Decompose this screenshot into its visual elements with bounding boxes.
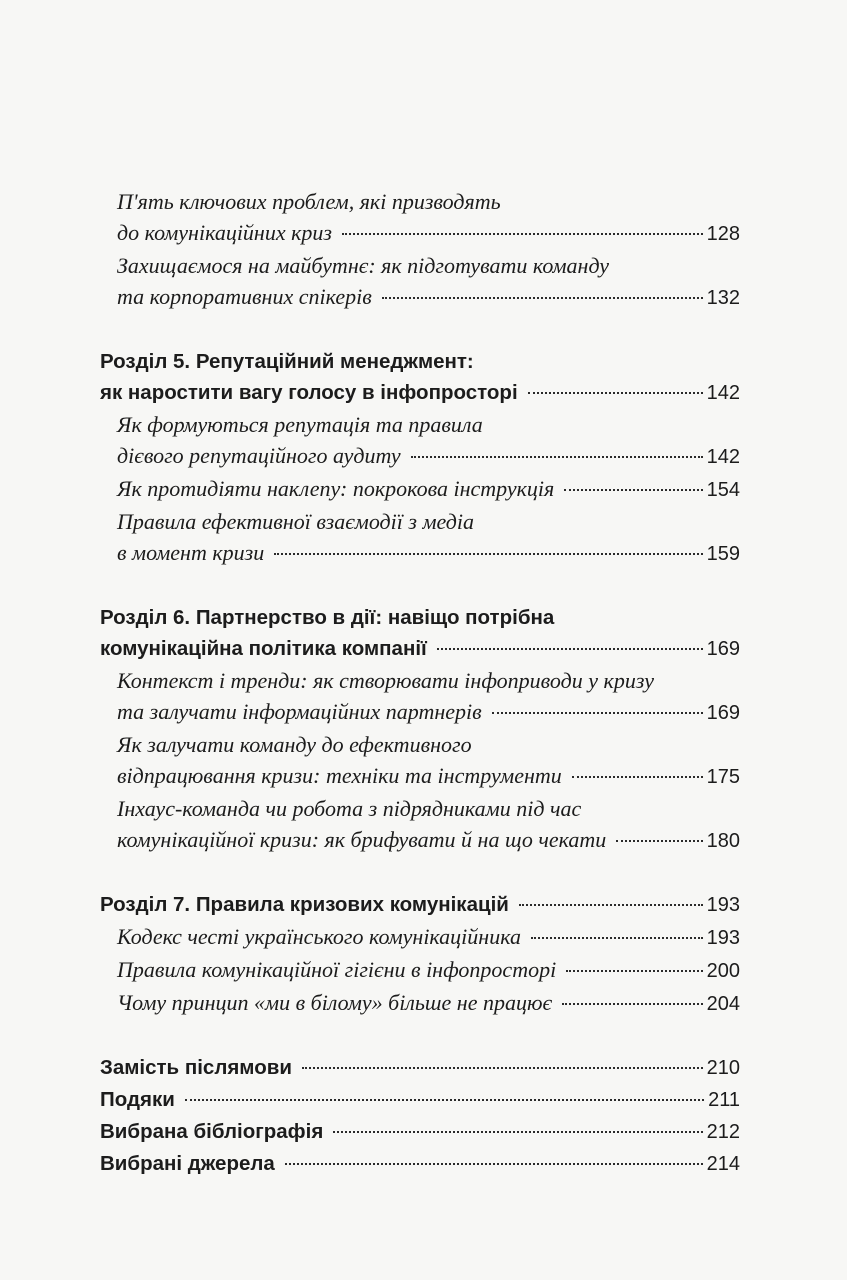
page-number: 210 xyxy=(706,1057,740,1079)
dot-leader xyxy=(382,297,703,299)
toc-entry-title-cont: комунікаційної кризи: як брифувати й на що чекати xyxy=(117,827,607,852)
toc-entry-title: П'ять ключових проблем, які призводять xyxy=(117,189,501,214)
dot-leader xyxy=(564,489,702,491)
page-number: 200 xyxy=(706,960,740,982)
toc-entry-title: Як залучати команду до ефективного xyxy=(117,732,472,757)
toc-bibliography[interactable] xyxy=(100,1116,740,1148)
dot-leader xyxy=(528,392,703,394)
toc-entry-title: Кодекс честі українського комунікаційника xyxy=(117,924,521,949)
toc-entry-title: Контекст і тренди: як створювати інфоприводи у кризу xyxy=(117,668,655,693)
toc-thanks[interactable] xyxy=(100,1084,740,1116)
dot-leader xyxy=(342,233,703,235)
page-number: 128 xyxy=(706,223,740,245)
toc-entry-title: Інхаус-команда чи робота з підрядниками під час xyxy=(117,796,582,821)
page-number: 142 xyxy=(706,446,740,468)
chapter-title: Подяки xyxy=(100,1088,175,1111)
toc-chapter-6[interactable] xyxy=(100,602,740,665)
page-number: 142 xyxy=(706,382,740,404)
page-number: 159 xyxy=(706,543,740,565)
toc-entry-title-cont: дієвого репутаційного аудиту xyxy=(117,443,401,468)
toc-afterword[interactable] xyxy=(100,1052,740,1084)
page-number: 132 xyxy=(706,287,740,309)
dot-leader xyxy=(531,937,703,939)
toc-entry-white-principle[interactable] xyxy=(100,987,740,1020)
toc-entry-hygiene-rules[interactable] xyxy=(100,954,740,987)
page-number: 193 xyxy=(706,894,740,916)
toc-entry-title-cont: в момент кризи xyxy=(117,540,265,565)
toc-entry-title-cont: відпрацювання кризи: техніки та інструменти xyxy=(117,763,562,788)
chapter-title: Замість післямови xyxy=(100,1056,292,1079)
toc-entry-title: Як протидіяти наклепу: покрокова інструкція xyxy=(117,476,555,501)
page-number: 193 xyxy=(706,927,740,949)
toc-entry-title: Як формуються репутація та правила xyxy=(117,412,483,437)
dot-leader xyxy=(411,456,703,458)
page-number: 211 xyxy=(708,1089,740,1111)
dot-leader xyxy=(274,553,702,555)
dot-leader xyxy=(566,970,702,972)
toc-entry-reputation-audit[interactable] xyxy=(100,409,740,473)
dot-leader xyxy=(302,1067,703,1069)
page-number: 214 xyxy=(706,1153,740,1175)
toc-entry-protect-future[interactable] xyxy=(100,250,740,314)
page-number: 169 xyxy=(706,702,740,724)
dot-leader xyxy=(333,1131,702,1133)
page-number: 175 xyxy=(706,766,740,788)
page-number: 204 xyxy=(706,993,740,1015)
toc-entry-context-trends[interactable] xyxy=(100,665,740,729)
toc-entry-title-cont: до комунікаційних криз xyxy=(117,220,332,245)
toc-entry-title: Захищаємося на майбутнє: як підготувати команду xyxy=(117,253,610,278)
toc-chapter-7[interactable] xyxy=(100,889,740,921)
chapter-title: Вибрана бібліографія xyxy=(100,1120,324,1143)
dot-leader xyxy=(285,1163,703,1165)
toc-entry-media-interaction[interactable] xyxy=(100,506,740,570)
chapter-title: Вибрані джерела xyxy=(100,1152,275,1175)
toc-entry-team-involvement[interactable] xyxy=(100,729,740,793)
dot-leader xyxy=(437,648,703,650)
dot-leader xyxy=(492,712,703,714)
dot-leader xyxy=(185,1099,704,1101)
toc-entry-title-cont: та залучати інформаційних партнерів xyxy=(117,699,482,724)
page-number: 212 xyxy=(706,1121,740,1143)
page-number: 180 xyxy=(706,830,740,852)
toc-entry-title: Чому принцип «ми в білому» більше не працює xyxy=(117,990,553,1015)
dot-leader xyxy=(562,1003,703,1005)
dot-leader xyxy=(572,776,703,778)
page-number: 154 xyxy=(706,479,740,501)
chapter-title-cont: комунікаційна політика компанії xyxy=(100,637,427,660)
toc-entry-counter-slander[interactable] xyxy=(100,473,740,506)
toc-entry-title-cont: та корпоративних спікерів xyxy=(117,284,372,309)
toc-entry-title: Правила комунікаційної гігієни в інфопросторі xyxy=(117,957,557,982)
chapter-title: Розділ 7. Правила кризових комунікацій xyxy=(100,893,509,916)
toc-entry-title: Правила ефективної взаємодії з медіа xyxy=(117,509,474,534)
toc-entry-code-of-honor[interactable] xyxy=(100,921,740,954)
dot-leader xyxy=(616,840,702,842)
chapter-title: Розділ 5. Репутаційний менеджмент: xyxy=(100,350,474,373)
dot-leader xyxy=(519,904,703,906)
chapter-title: Розділ 6. Партнерство в дії: навіщо потрібна xyxy=(100,606,555,629)
table-of-contents xyxy=(100,186,740,1180)
page-number: 169 xyxy=(706,638,740,660)
chapter-title-cont: як наростити вагу голосу в інфопросторі xyxy=(100,381,518,404)
toc-sources[interactable] xyxy=(100,1148,740,1180)
toc-entry-five-key-problems[interactable] xyxy=(100,186,740,250)
toc-chapter-5[interactable] xyxy=(100,346,740,409)
toc-entry-inhouse-team[interactable] xyxy=(100,793,740,857)
